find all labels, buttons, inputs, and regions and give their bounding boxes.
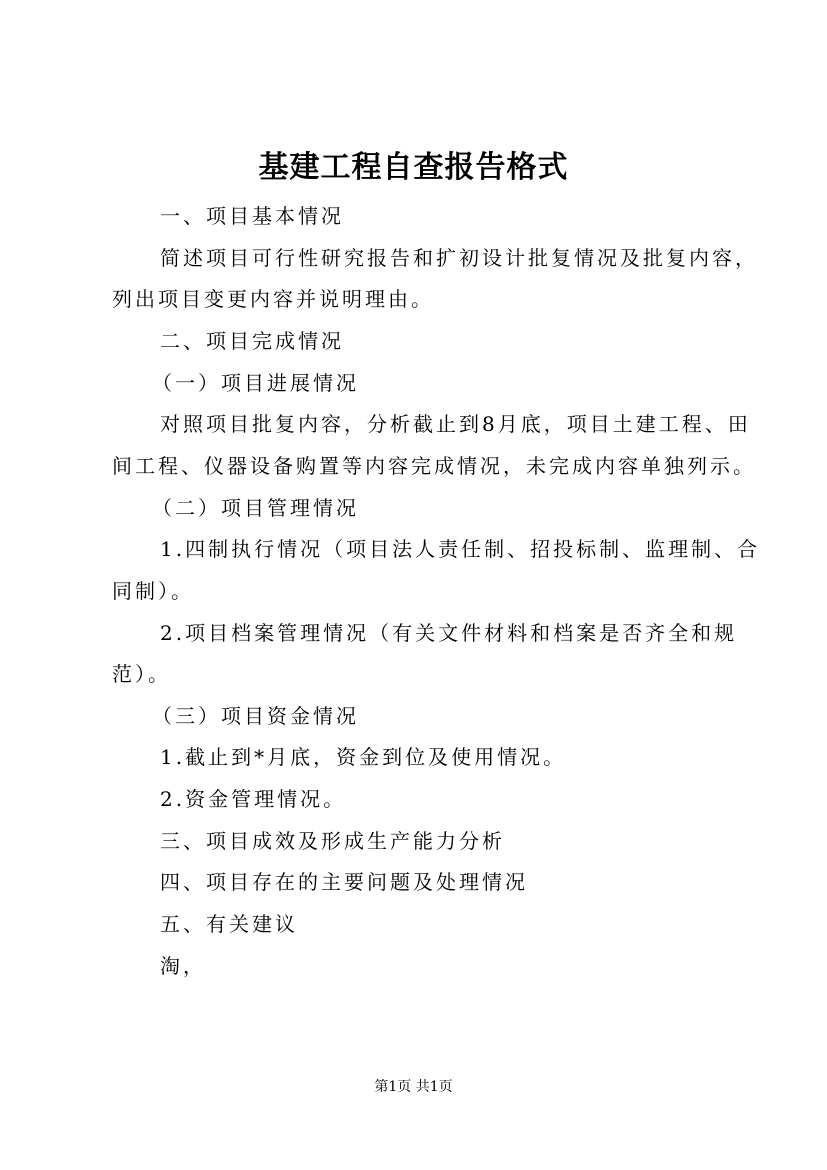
subsection-heading: （一）项目进展情况 — [152, 371, 359, 395]
section-heading-2: 二、项目完成情况 — [160, 329, 344, 353]
paragraph-line: 列出项目变更内容并说明理由。 — [112, 287, 434, 311]
subsection-heading: （三）项目资金情况 — [152, 704, 359, 728]
page-footer: 第1页 共1页 — [374, 1079, 453, 1095]
section-heading-1: 一、项目基本情况 — [160, 204, 344, 228]
paragraph-line: 2.项目档案管理情况（有关文件材料和档案是否齐全和规 — [160, 621, 738, 645]
document-title: 基建工程自查报告格式 — [258, 150, 569, 185]
section-heading-5: 五、有关建议 — [160, 912, 298, 936]
section-heading-3: 三、项目成效及形成生产能力分析 — [160, 829, 505, 853]
paragraph-line: 1.截止到*月底，资金到位及使用情况。 — [160, 745, 567, 769]
paragraph-line: 2.资金管理情况。 — [160, 787, 347, 811]
paragraph-line: 对照项目批复内容，分析截止到8月底，项目土建工程、田 — [160, 412, 751, 436]
paragraph-line: 简述项目可行性研究报告和扩初设计批复情况及批复内容， — [160, 246, 758, 270]
paragraph-line: 1.四制执行情况（项目法人责任制、招投标制、监理制、合 — [160, 537, 761, 561]
section-heading-4: 四、项目存在的主要问题及处理情况 — [160, 870, 528, 894]
paragraph-line: 同制）。 — [112, 579, 194, 603]
subsection-heading: （二）项目管理情况 — [152, 496, 359, 520]
paragraph-line: 淘， — [160, 954, 206, 978]
paragraph-line: 间工程、仪器设备购置等内容完成情况，未完成内容单独列示。 — [112, 454, 756, 478]
paragraph-line: 范）。 — [112, 662, 171, 686]
